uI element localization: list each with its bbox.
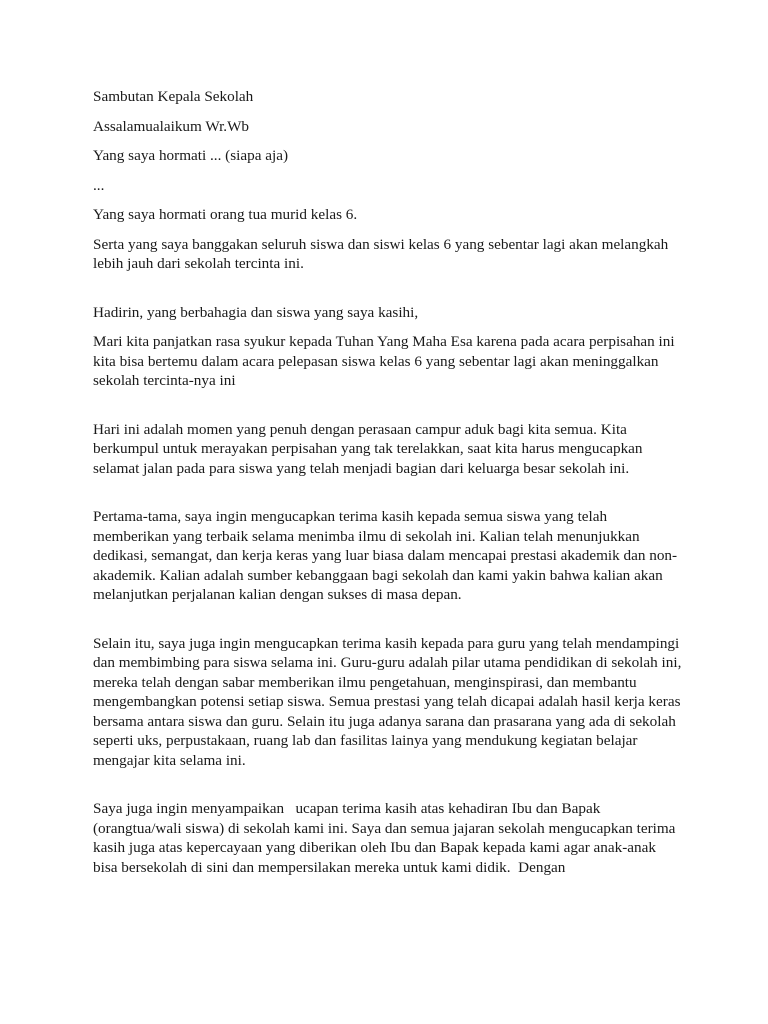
audience-line: Hadirin, yang berbahagia dan siswa yang saya kasihi,	[93, 303, 419, 321]
document-body	[93, 87, 686, 877]
respect-line-1: Yang saya hormati ... (siapa aja)	[93, 147, 288, 164]
respect-line-2: Yang saya hormati orang tua murid kelas 6.	[93, 206, 358, 223]
paragraph-3: Selain itu, saya juga ingin mengucapkan terima kasih kepada para guru yang telah mendampingi dan membimbing para siswa selama ini. Guru-guru adalah pilar utama pendidikan di sekolah ini, mereka telah dengan sabar memberikan ilmu pengetahuan, menginspirasi, dan membantu mengembangkan potensi setiap siswa. Semua prestasi yang telah dicapai adalah hasil kerja keras bersama antara siswa dan guru. Selain itu juga adanya sarana dan prasarana yang ada di sekolah seperti uks, perpustakaan, ruang lab dan fasilitas lainya yang mendukung kegiatan belajar mengajar kita selama ini.	[93, 634, 686, 769]
respect-line-3: Serta yang saya banggakan seluruh siswa dan siswi kelas 6 yang sebentar lagi akan melangkah lebih jauh dari sekolah tercinta ini.	[93, 235, 673, 272]
gratitude-paragraph: Mari kita panjatkan rasa syukur kepada Tuhan Yang Maha Esa karena pada acara perpisahan ini kita bisa bertemu dalam acara pelepasan siswa kelas 6 yang sebentar lagi akan meninggalkan sekolah tercinta-nya ini	[93, 333, 679, 389]
paragraph-2: Pertama-tama, saya ingin mengucapkan terima kasih kepada semua siswa yang telah memberikan yang terbaik selama menimba ilmu di sekolah ini. Kalian telah menunjukkan dedikasi, semangat, dan kerja keras yang luar biasa dalam mencapai prestasi akademik dan non-akademik. Kalian adalah sumber kebanggaan bagi sekolah dan kami yakin bahwa kalian akan melanjutkan perjalanan kalian dengan sukses di masa depan.	[93, 508, 678, 603]
paragraph-4: Saya juga ingin menyampaikan ucapan terima kasih atas kehadiran Ibu dan Bapak (orangtua/wali siswa) di sekolah kami ini. Saya dan semua jajaran sekolah mengucapkan terima kasih juga atas kepercayaan yang diberikan oleh Ibu dan Bapak kepada kami agar anak-anak bisa bersekolah di sini dan mempersilakan mereka untuk kami didik. Dengan	[93, 800, 680, 876]
document-title: Sambutan Kepala Sekolah	[93, 88, 254, 105]
greeting-line: Assalamualaikum Wr.Wb	[93, 117, 250, 135]
ellipsis-line: ...	[93, 176, 105, 194]
paragraph-1: Hari ini adalah momen yang penuh dengan perasaan campur aduk bagi kita semua. Kita berkumpul untuk merayakan perpisahan yang tak terelakkan, saat kita harus mengucapkan selamat jalan pada para siswa yang telah menjadi bagian dari keluarga besar sekolah ini.	[93, 420, 647, 477]
